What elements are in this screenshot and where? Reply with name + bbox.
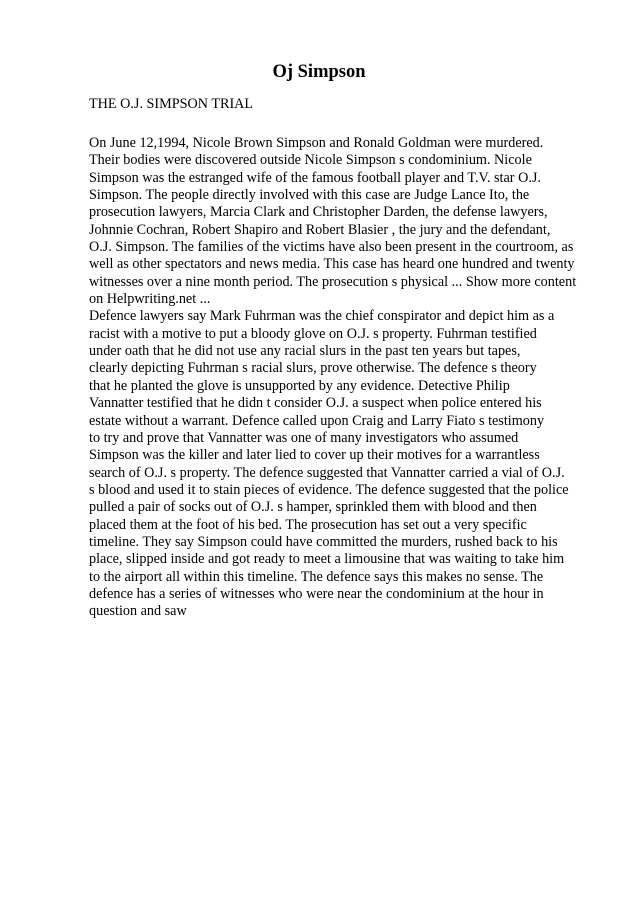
body-line: racist with a motive to put a bloody glove on O.J. s property. Fuhrman testified <box>89 325 537 342</box>
body-line: Their bodies were discovered outside Nicole Simpson s condominium. Nicole <box>89 152 532 169</box>
body-line: prosecution lawyers, Marcia Clark and Christopher Darden, the defense lawyers, <box>89 204 548 221</box>
body-line: s blood and used it to stain pieces of evidence. The defence suggested that the police <box>89 481 569 498</box>
document-subtitle: THE O.J. SIMPSON TRIAL <box>89 96 254 112</box>
body-line: On June 12,1994, Nicole Brown Simpson and Ronald Goldman were murdered. <box>89 135 544 151</box>
body-line: Simpson was the estranged wife of the famous football player and T.V. star O.J. <box>89 169 541 186</box>
body-line: under oath that he did not use any racial slurs in the past ten years but tapes, <box>89 343 521 360</box>
body-line: Vannatter testified that he didn t consider O.J. a suspect when police entered his <box>89 395 542 412</box>
body-line: pulled a pair of socks out of O.J. s hamper, sprinkled them with blood and then <box>89 499 537 516</box>
body-line: defence has a series of witnesses who were near the condominium at the hour in <box>89 585 544 602</box>
document-body <box>89 135 629 621</box>
body-line: Simpson. The people directly involved with this case are Judge Lance Ito, the <box>89 187 530 204</box>
body-line: well as other spectators and news media. This case has heard one hundred and twenty <box>89 256 575 273</box>
body-line: timeline. They say Simpson could have committed the murders, rushed back to his <box>89 533 558 550</box>
body-line: search of O.J. s property. The defence suggested that Vannatter carried a vial of O.J. <box>89 464 565 481</box>
body-line: placed them at the foot of his bed. The prosecution has set out a very specific <box>89 516 527 533</box>
body-line: that he planted the glove is unsupported by any evidence. Detective Philip <box>89 377 510 394</box>
body-line: O.J. Simpson. The families of the victims have also been present in the courtroom, as <box>89 239 574 256</box>
body-line: on Helpwriting.net ... <box>89 291 211 308</box>
body-line: estate without a warrant. Defence called upon Craig and Larry Fiato s testimony <box>89 412 545 429</box>
body-line: place, slipped inside and got ready to meet a limousine that was waiting to take him <box>89 551 565 568</box>
body-line: to try and prove that Vannatter was one of many investigators who assumed <box>89 429 519 446</box>
body-line: witnesses over a nine month period. The prosecution s physical ... Show more content <box>89 273 577 290</box>
body-line: Simpson was the killer and later lied to cover up their motives for a warrantless <box>89 447 540 464</box>
body-line: Defence lawyers say Mark Fuhrman was the chief conspirator and depict him as a <box>89 308 555 325</box>
document-title: Oj Simpson <box>272 62 366 82</box>
body-line: Johnnie Cochran, Robert Shapiro and Robert Blasier , the jury and the defendant, <box>89 221 551 238</box>
body-line: to the airport all within this timeline. The defence says this makes no sense. The <box>89 568 544 585</box>
body-line: question and saw <box>89 603 187 620</box>
body-line: clearly depicting Fuhrman s racial slurs, prove otherwise. The defence s theory <box>89 360 537 377</box>
